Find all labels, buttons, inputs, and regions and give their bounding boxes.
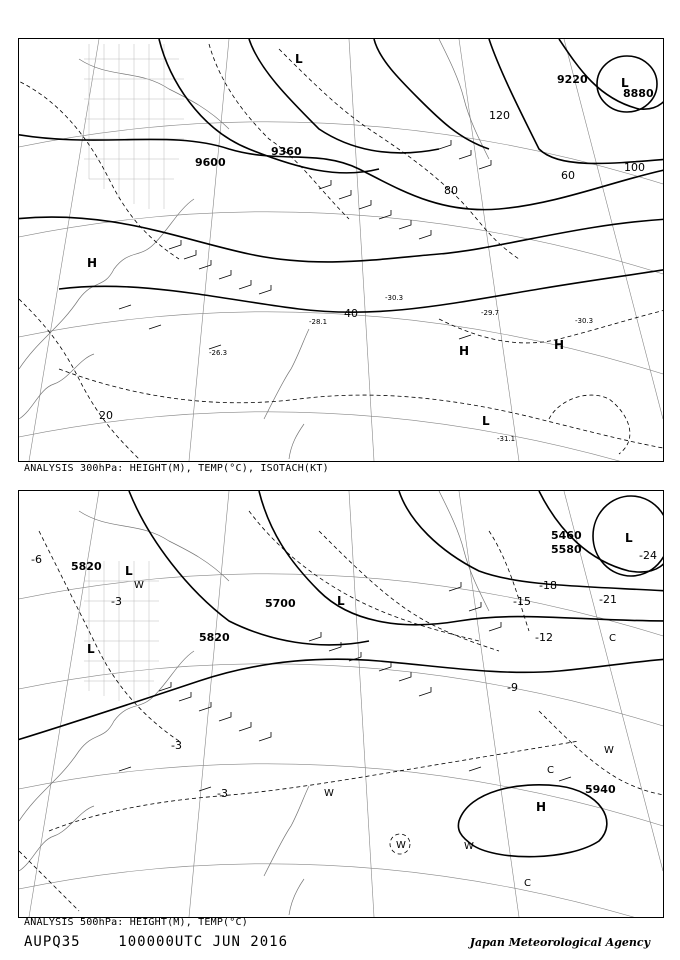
isotherm-label: -9 (507, 681, 518, 694)
cold-marker: C (609, 633, 616, 644)
isotach-label: 120 (489, 109, 510, 122)
isotherm-label: -3 (171, 739, 182, 752)
caption-500hpa: ANALYSIS 500hPa: HEIGHT(M), TEMP(°C) (24, 917, 248, 928)
chart-datetime: 100000UTC JUN 2016 (118, 934, 289, 950)
map-300hpa-canvas (19, 39, 663, 461)
chart-identifier (24, 934, 288, 950)
map-panel-500hpa (18, 490, 664, 918)
cold-marker: C (547, 765, 554, 776)
height-contour-label: 5700 (265, 597, 296, 610)
height-label-group (71, 529, 616, 796)
pressure-center-high: H (536, 800, 547, 814)
height-contour-label: 9600 (195, 156, 226, 169)
map-panel-300hpa (18, 38, 664, 462)
isotach-label: 100 (624, 161, 645, 174)
isotach-label: 40 (344, 307, 358, 320)
warm-marker: W (396, 840, 406, 851)
isotherm-label: -18 (539, 579, 557, 592)
temperature-label: -30.3 (575, 317, 594, 325)
wind-barbs (119, 582, 571, 791)
warm-marker: W (134, 580, 144, 591)
isotherm-label: -24 (639, 549, 657, 562)
height-contour-label: 5820 (199, 631, 230, 644)
height-contour-label: 5580 (551, 543, 582, 556)
pressure-center-high: H (554, 338, 565, 352)
isotach-label: 20 (99, 409, 113, 422)
height-contour-label: 5940 (585, 783, 616, 796)
pressure-center-low: L (621, 76, 629, 90)
isotach-label: 60 (561, 169, 575, 182)
isotherm-label: -21 (599, 593, 617, 606)
lat-lon-grid (19, 39, 663, 461)
temperature-label-group (209, 294, 593, 443)
height-contour-label: 9220 (557, 73, 588, 86)
isotherm-label: -6 (31, 553, 42, 566)
temperature-label: -26.3 (209, 349, 228, 357)
isotach-label: 80 (444, 184, 458, 197)
pressure-center-low: L (295, 52, 303, 66)
temperature-label: -31.1 (497, 435, 516, 443)
warm-marker: W (464, 841, 474, 852)
pressure-center-high: H (87, 256, 98, 270)
warm-marker: W (604, 745, 614, 756)
agency-name: Japan Meteorological Agency (469, 936, 650, 949)
map-500hpa-canvas (19, 491, 663, 917)
caption-300hpa: ANALYSIS 300hPa: HEIGHT(M), TEMP(°C), ISOTACH(KT) (24, 463, 329, 474)
pressure-center-low: L (87, 642, 95, 656)
isotherm-label: -15 (513, 595, 531, 608)
height-contour-label: 5820 (71, 560, 102, 573)
pressure-center-low: L (625, 531, 633, 545)
height-contour-label: 8880 (623, 87, 654, 100)
isotherm-label: -3 (111, 595, 122, 608)
pressure-center-high: H (459, 344, 470, 358)
coastlines (19, 39, 489, 459)
pressure-center-low: L (125, 564, 133, 578)
isotherm-label: -3 (217, 787, 228, 800)
height-contour-label: 5460 (551, 529, 582, 542)
isotherms (19, 511, 663, 911)
temperature-label: -29.7 (481, 309, 500, 317)
isotherm-label: -12 (535, 631, 553, 644)
pressure-center-low: L (482, 414, 490, 428)
cold-marker: C (524, 878, 531, 889)
coastlines (19, 491, 489, 915)
isotherm-label-group (31, 549, 657, 800)
hatched-area (84, 561, 159, 701)
chart-code: AUPQ35 (24, 934, 81, 950)
pressure-center-low: L (337, 594, 345, 608)
height-contour-label: 9360 (271, 145, 302, 158)
pressure-center-group (87, 52, 629, 428)
isotach-label-group (99, 109, 645, 422)
isotherms (19, 44, 663, 459)
temperature-label: -30.3 (385, 294, 404, 302)
warm-marker: W (324, 788, 334, 799)
temperature-label: -28.1 (309, 318, 328, 326)
